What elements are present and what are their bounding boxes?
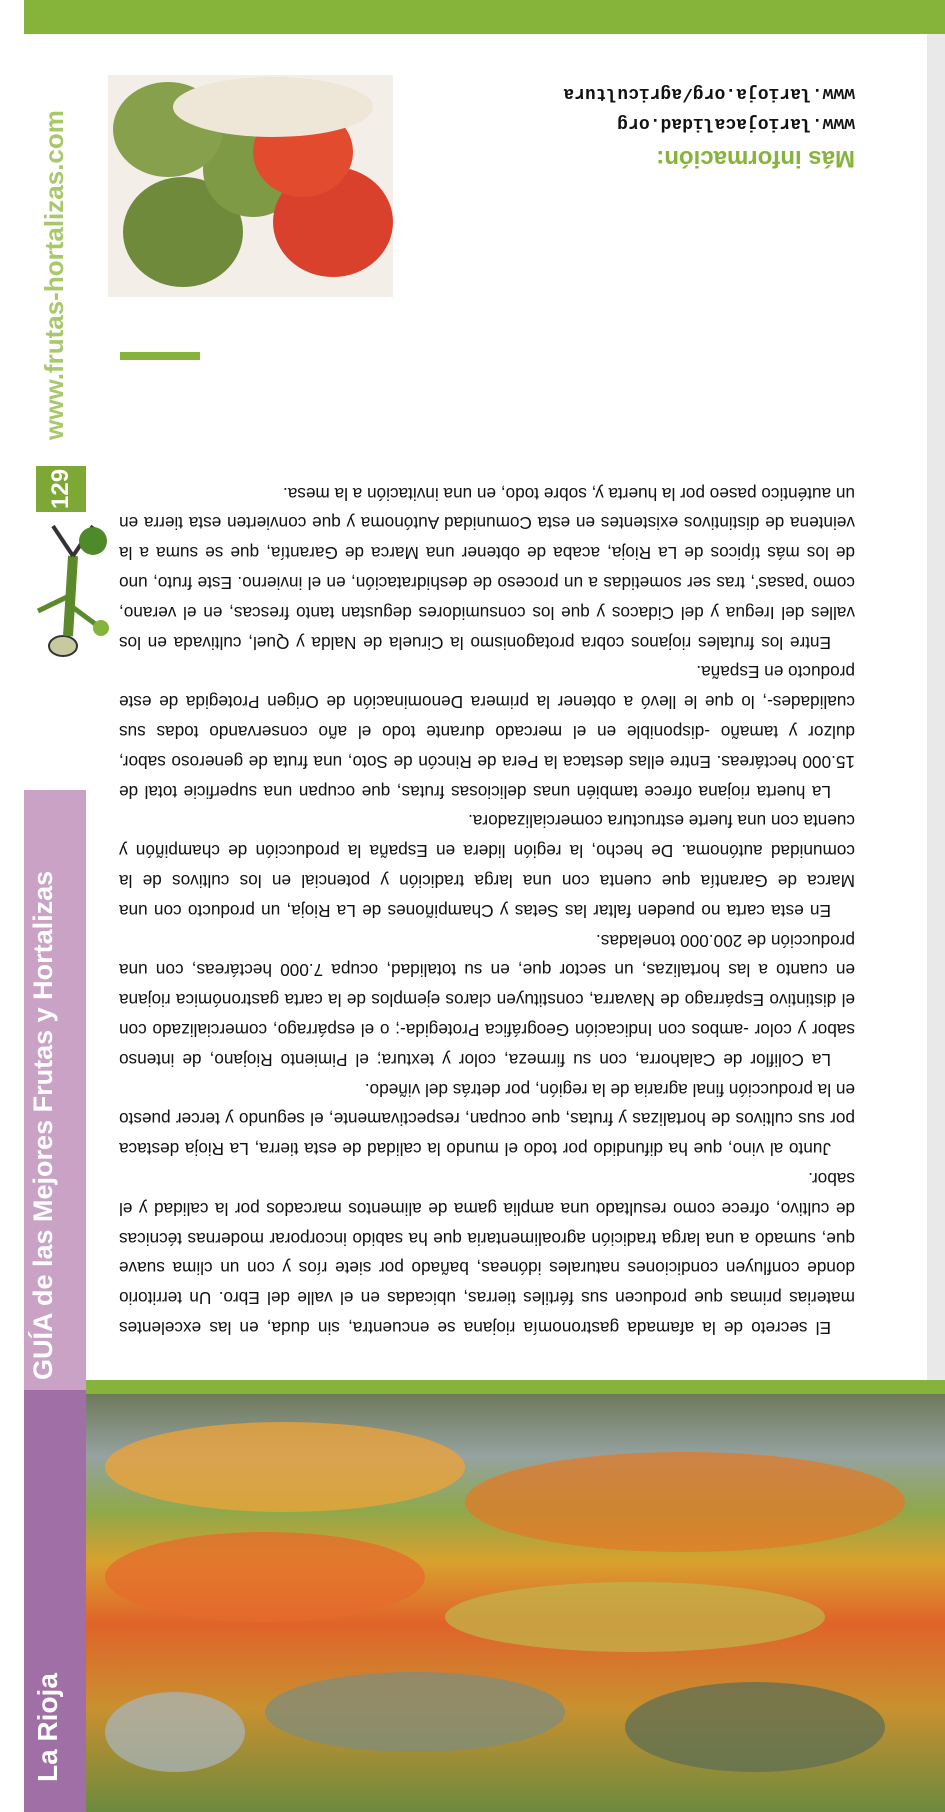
green-rule	[86, 1380, 945, 1394]
section-rule	[120, 352, 200, 360]
paragraph: Junto al vino, que ha difundido por todo el mundo la calidad de esta tierra, La Rioja destaca por sus cultivos de hortalizas y frutas, que ocupan, respectivamente, el segundo y tercer puesto en la producción final agraria de la región, por detrás del viñedo.	[119, 1079, 855, 1160]
more-info	[425, 42, 855, 172]
paragraph: En esta carta no pueden faltar las Setas y Champiñones de La Rioja, un producto con una Marca de Garantía que cuenta con una larga tradición y potencial en los cultivos de la comunidad autónoma. De hecho, la región lidera en España la producción de champiñón y cuenta con una fuerte estructura comercializadora.	[119, 811, 855, 921]
vegetables-photo	[108, 75, 393, 297]
page-number: 129	[36, 466, 86, 512]
info-url-calidad[interactable]: www.lariojacalidad.org	[617, 113, 855, 133]
info-url-agricultura[interactable]: www.larioja.org/agricultura	[563, 83, 855, 103]
website-link[interactable]: www.frutas-hortalizas.com	[39, 110, 69, 440]
paragraph: Entre los frutales riojanos cobra protagonismo la Ciruela de Nalda y Quel, cultivada en los valles del Iregua y del Cidacos y que los consumidores degustan tanto frescas, en el verano, como 'pasas', tras ser sometidas a un proceso de deshidratación, en el invierno. Este fruto, uno de los más típicos de La Rioja, acaba de obtener una Marca de Garantía, que se suma a la veintena de distintivos existentes en esta Comunidad Autónoma y que convierten esta tierra en un auténtico paseo por la huerta y, sobre todo, en una invitación a la mesa.	[119, 483, 855, 653]
paragraph: La Coliflor de Calahorra, con su firmeza, color y textura; el Pimiento Riojano, de intenso sabor y color -ambos con Indicación Geográfica Protegida-; o el espárrago, comercializado con el distintivo Espárrago de Navarra, constituyen claros ejemplos de la carta gastronómica riojana en cuanto a las hortalizas, un sector que, en su totalidad, ocupa 7.000 hectáreas, con una producción de 200.000 toneladas.	[119, 930, 855, 1070]
more-info-title: Más información:	[656, 145, 855, 172]
region-label: La Rioja	[32, 1673, 63, 1782]
article-body	[119, 442, 855, 1342]
bottom-green-bar	[24, 0, 945, 34]
mascot-icon	[23, 516, 113, 666]
vineyard-photo	[86, 1394, 945, 1812]
guide-band	[24, 790, 86, 1390]
guide-title: GUÍA de las Mejores Frutas y Hortalizas	[28, 870, 58, 1380]
region-band	[24, 1390, 86, 1812]
paragraph: El secreto de la afamada gastronomía riojana se encuentra, sin duda, en las excelentes materias primas que producen sus fértiles tierras, ubicadas en el valle del Ebro. Un territorio donde confluyen condiciones naturales idóneas, bañado por siete ríos y con un clima suave que, sumado a una larga tradición agroalimentaria que ha sabido incorporar modernas técnicas de cultivo, ofrece como resultado una amplia gama de alimentos marcados por la calidad y el sabor.	[119, 1169, 855, 1338]
paragraph: La huerta riojana ofrece también unas deliciosas frutas, que ocupan una superficie total de 15.000 hectáreas. Entre ellas destaca la Pera de Rincón de Soto, una fruta de generoso sabor, dulzor y tamaño -disponible en el mercado durante todo el año conservando todas sus cualidades-, lo que le llevó a obtener la primera Denominación de Origen Protegida de este producto en España.	[119, 662, 855, 802]
